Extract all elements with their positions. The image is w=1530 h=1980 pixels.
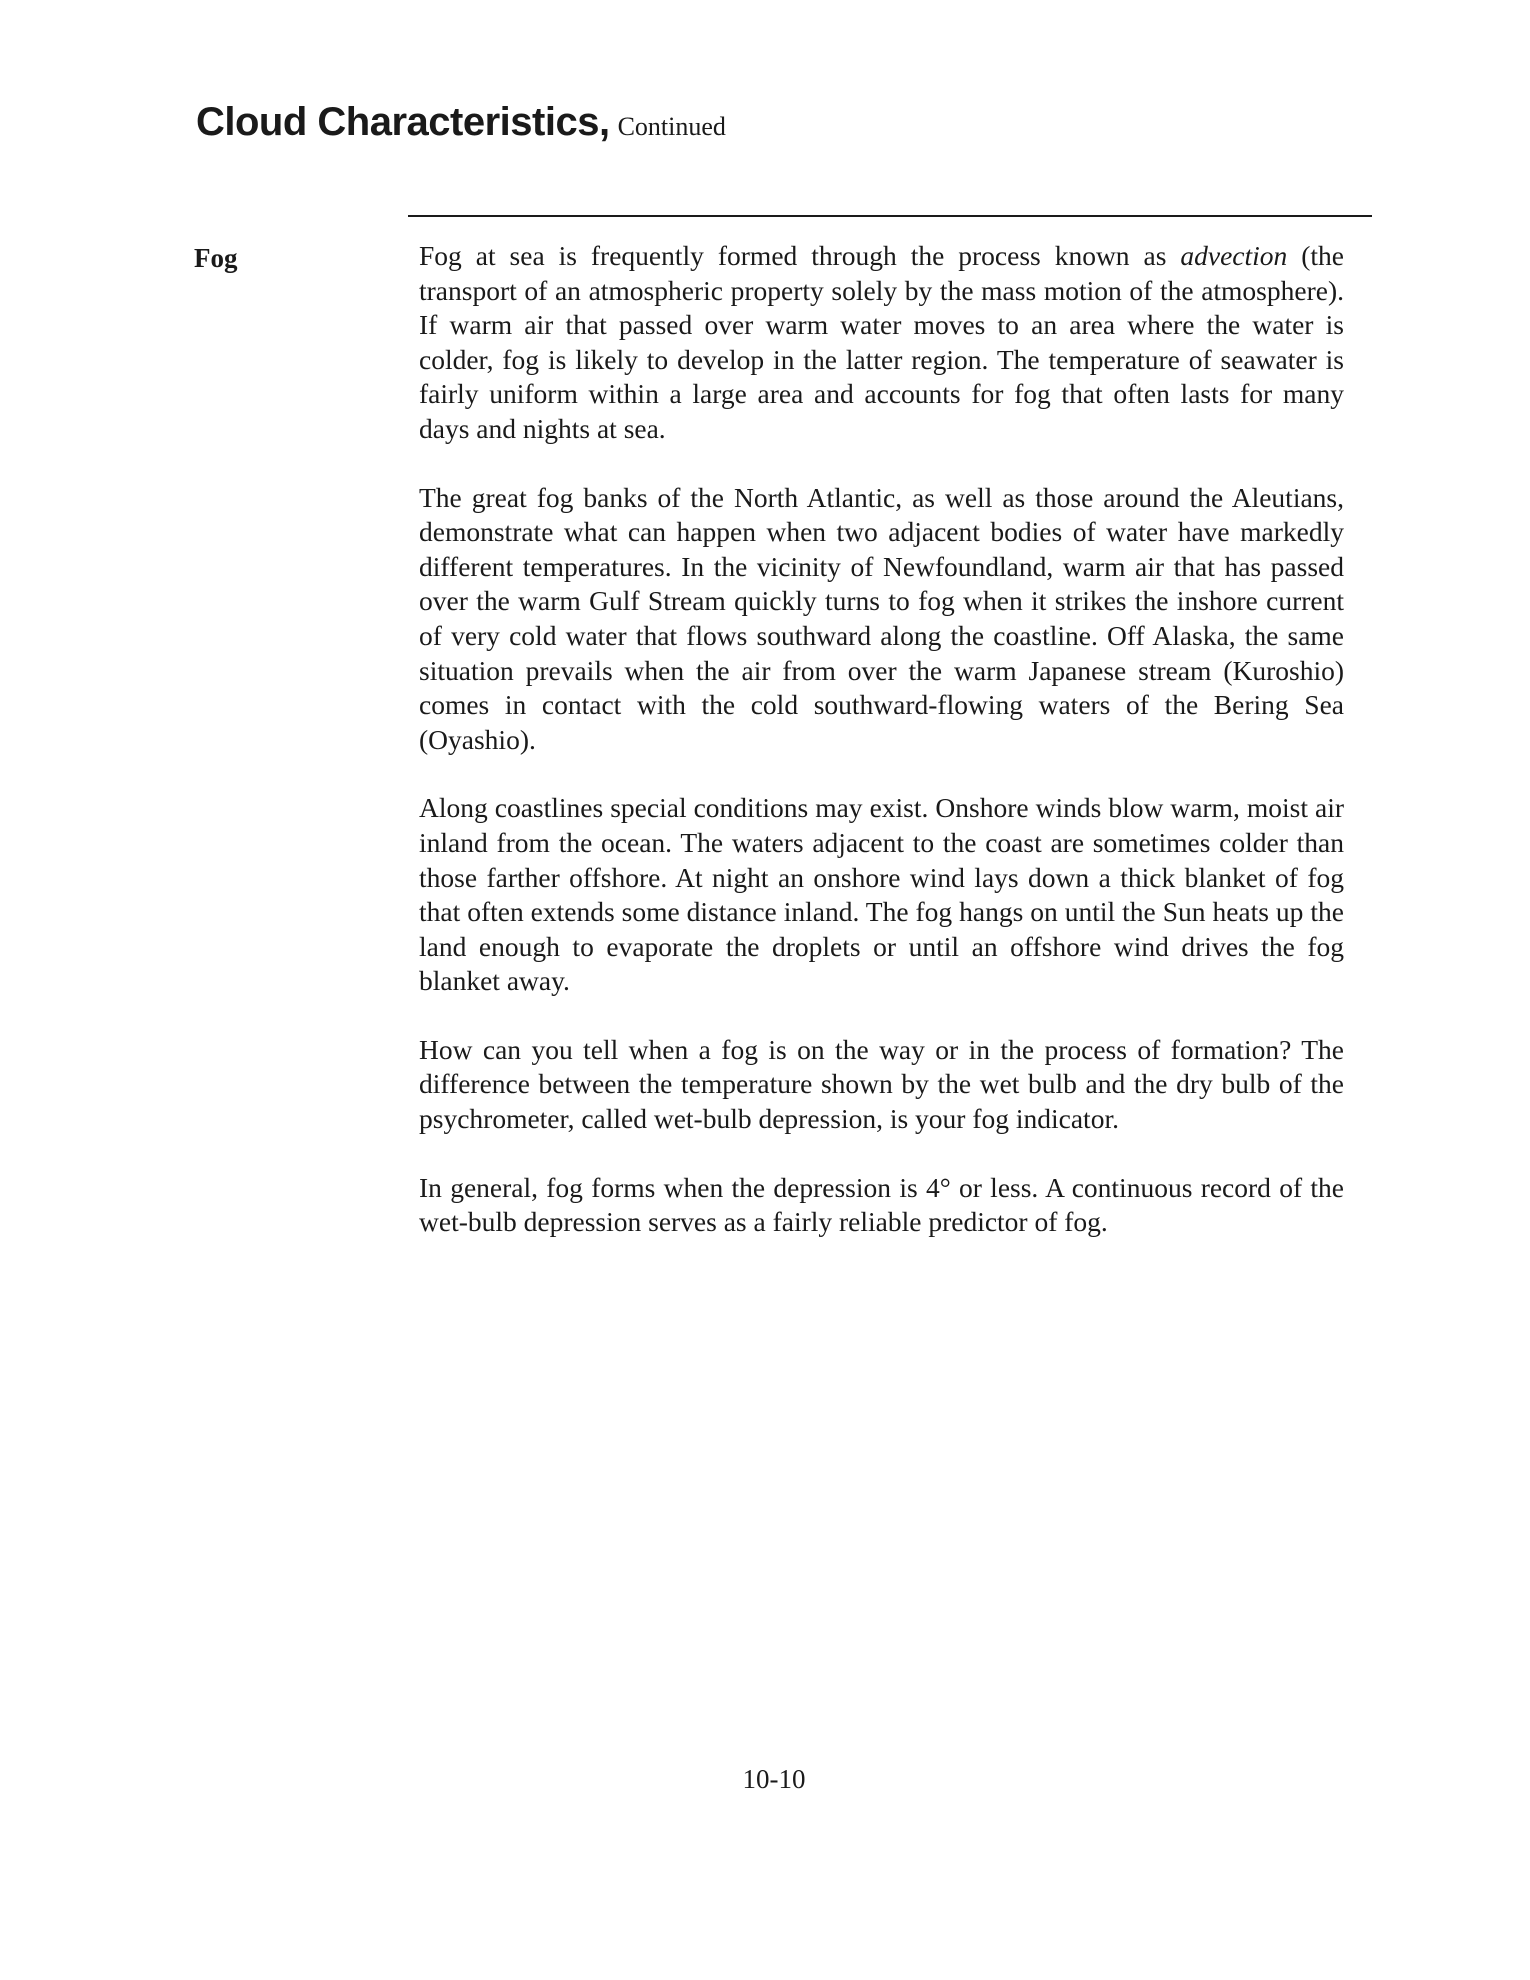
page-header	[196, 100, 726, 145]
advection-term: advection	[1180, 240, 1288, 271]
paragraph-depression: In general, fog forms when the depression is 4° or less. A continuous record of the wet-bulb depression serves as a fairly reliable predictor of fog.	[419, 1171, 1344, 1238]
paragraph-text: Fog at sea is frequently formed through the process known as	[419, 240, 1181, 271]
paragraph-text: (the transport of an atmospheric property solely by the mass motion of the atmosphere). If warm air that passed over warm water moves to an area where the water is colder, fog is likely to develop in the latter region. The temperature of seawater is fairly uniform within a large area and accounts for fog that often lasts for many days and nights at sea.	[419, 240, 1344, 444]
section-divider	[408, 215, 1372, 217]
continued-label: Continued	[617, 112, 726, 141]
section-label: Fog	[194, 243, 238, 273]
paragraph-coastlines: Along coastlines special conditions may exist. Onshore winds blow warm, moist air inland from the ocean. The waters adjacent to the coast are sometimes colder than those farther offshore. At night an onshore wind lays down a thick blanket of fog that often extends some distance inland. The fog hangs on until the Sun heats up the land enough to evaporate the droplets or until an offshore wind drives the fog blanket away.	[419, 792, 1344, 997]
section-body	[419, 239, 1344, 1274]
paragraph-advection	[419, 239, 1344, 447]
page-number: 10-10	[742, 1764, 806, 1794]
page-title: Cloud Characteristics,	[196, 100, 610, 144]
paragraph-fog-banks: The great fog banks of the North Atlantic, as well as those around the Aleutians, demonstrate what can happen when two adjacent bodies of water have markedly different temperatures. In the vicinity of Newfoundland, warm air that has passed over the warm Gulf Stream quickly turns to fog when it strikes the inshore current of very cold water that flows southward along the coastline. Off Alaska, the same situation prevails when the air from over the warm Japanese stream (Kuroshio) comes in contact with the cold southward-flowing waters of the Bering Sea (Oyashio).	[419, 481, 1344, 755]
paragraph-fog-indicator: How can you tell when a fog is on the way or in the process of formation? The difference between the temperature shown by the wet bulb and the dry bulb of the psychrometer, called wet-bulb depression, is your fog indicator.	[419, 1033, 1344, 1135]
